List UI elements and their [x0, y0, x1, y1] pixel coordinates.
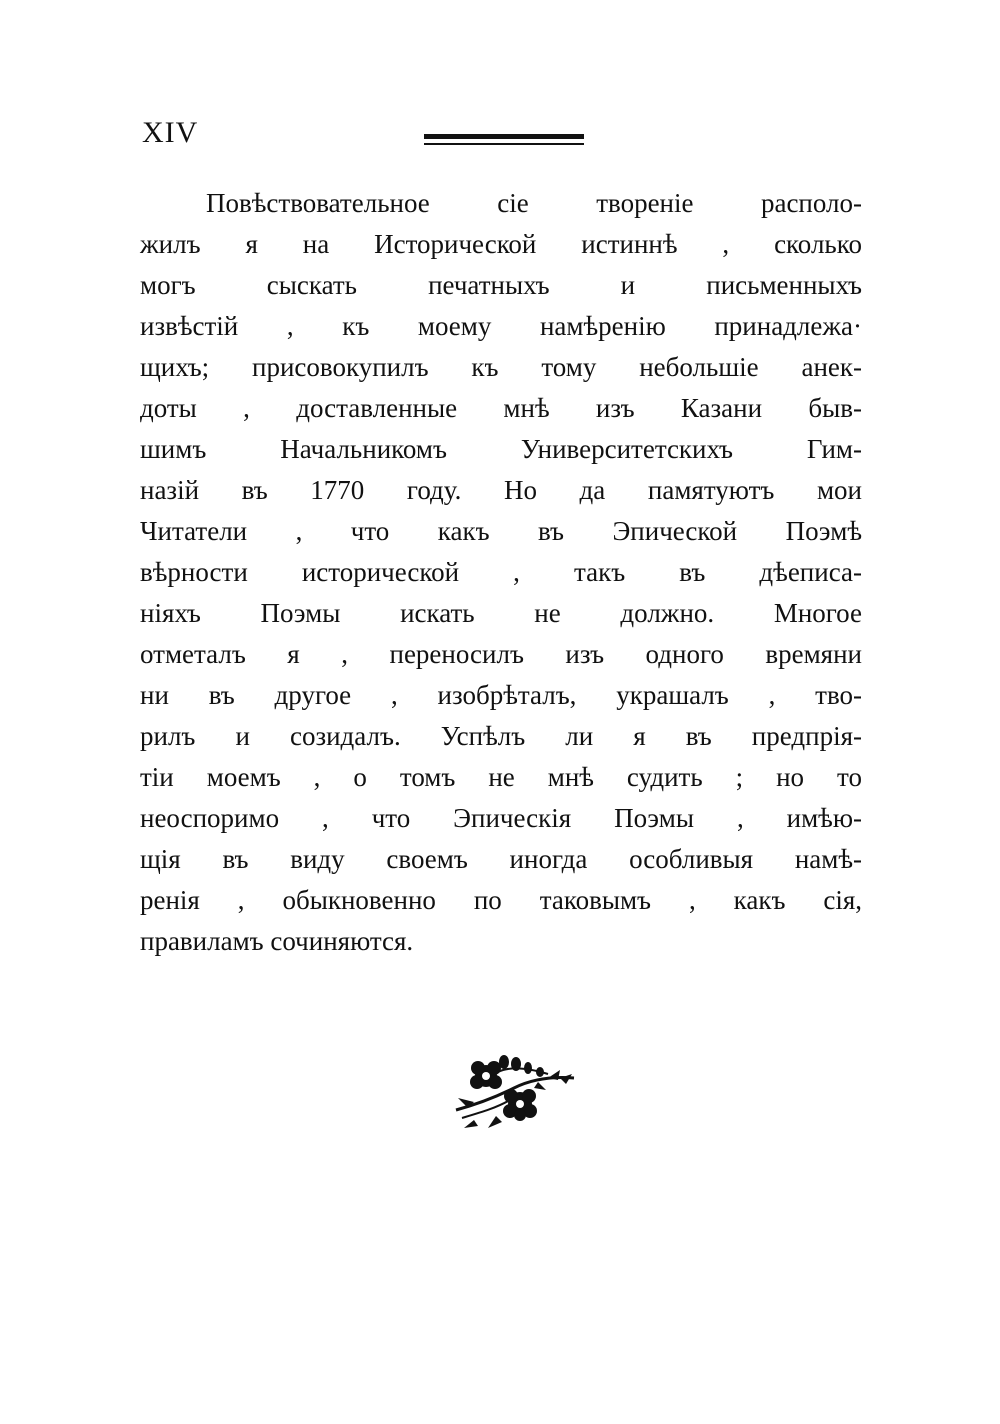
text-line: ренія , обыкновенно по таковымъ , какъ сія,	[140, 885, 862, 915]
text-line: ніяхъ Поэмы искать не должно. Многое	[140, 598, 862, 628]
text-line: рилъ и созидалъ. Успѣлъ ли я въ предпрія-	[140, 721, 862, 751]
text-line: доты , доставленные мнѣ изъ Казани быв-	[140, 393, 862, 423]
text-line: неоспоримо , что Эпическія Поэмы , имѣю-	[140, 803, 862, 833]
floral-ornament	[448, 1048, 578, 1134]
text-line: вѣрности исторической , такъ въ дѣеписа-	[140, 557, 862, 587]
page-number: XIV	[142, 116, 199, 149]
text-line: отметалъ я , переносилъ изъ одного времяни	[140, 639, 862, 669]
text-line: назій въ 1770 году. Но да памятуютъ мои	[140, 475, 862, 505]
flower-ornament-icon	[448, 1048, 578, 1134]
text-line: щихъ; присовокупилъ къ тому небольшіе анек-	[140, 352, 862, 382]
text-line: Повѣствовательное сіе твореніе располо-	[206, 188, 862, 218]
text-line: шимъ Начальникомъ Университетскихъ Гим-	[140, 434, 862, 464]
header-rule	[424, 134, 584, 148]
header-rule-thick	[424, 134, 584, 139]
text-line: жилъ я на Исторической истиннѣ , сколько	[140, 229, 862, 259]
text-line: правиламъ сочиняются.	[140, 926, 414, 956]
text-line: щія въ виду своемъ иногда особливыя намѣ-	[140, 844, 862, 874]
text-line: Читатели , что какъ въ Эпической Поэмѣ	[140, 516, 862, 546]
header-rule-thin	[424, 143, 584, 145]
text-line: ни въ другое , изобрѣталъ, украшалъ , тво-	[140, 680, 862, 710]
body-text	[140, 183, 862, 962]
text-line: извѣстій , къ моему намѣренію принадлежа·	[140, 311, 862, 341]
text-line: тіи моемъ , о томъ не мнѣ судить ; но то	[140, 762, 862, 792]
text-line: могъ сыскать печатныхъ и письменныхъ	[140, 270, 862, 300]
